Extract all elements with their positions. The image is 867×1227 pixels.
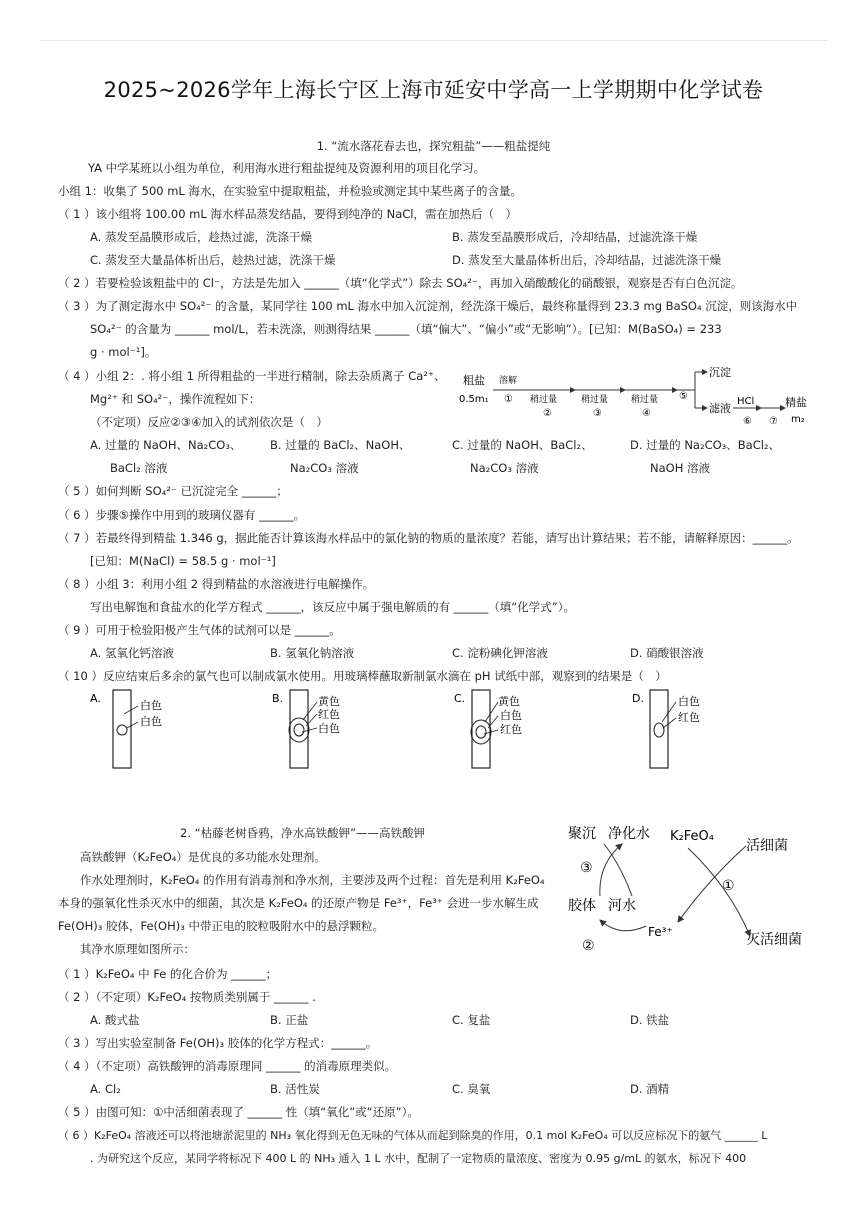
cycle-k2feo4: K₂FeO₄ bbox=[670, 829, 714, 844]
ph-option-b[interactable] bbox=[270, 688, 460, 770]
question-1-4-cont: Mg²⁺ 和 SO₄²⁻，操作流程如下： bbox=[90, 392, 261, 406]
flow-product: 精盐 bbox=[785, 396, 807, 409]
ph-label: 红色 bbox=[500, 723, 522, 736]
page-title: 2025~2026学年上海长宁区上海市延安中学高一上学期期中化学试卷 bbox=[103, 78, 764, 102]
flow-step-1-label: 溶解 bbox=[499, 376, 518, 386]
question-1-4-prompt: （不定项）反应②③④加入的试剂依次是（ ） bbox=[90, 415, 328, 429]
ph-label: 白色 bbox=[140, 715, 162, 728]
cycle-step-2: ② bbox=[582, 938, 595, 954]
ph-option-letter: B. bbox=[272, 692, 284, 705]
flow-precipitate: 沉淀 bbox=[709, 366, 731, 379]
water-purification-diagram bbox=[560, 818, 822, 958]
ph-label: 白色 bbox=[318, 722, 340, 735]
flow-step-1-number: ① bbox=[504, 394, 513, 405]
question-1-5: （ 5 ）如何判断 SO₄²⁻ 已沉淀完全 ______； bbox=[58, 484, 288, 498]
question-1-9: （ 9 ）可用于检验阳极产生气体的试剂可以是 ______。 bbox=[58, 623, 341, 637]
option-4a[interactable]: A. 过量的 NaOH、Na₂CO₃、 bbox=[90, 438, 242, 452]
cycle-fe3: Fe³⁺ bbox=[648, 925, 673, 939]
ph-label: 白色 bbox=[678, 695, 700, 708]
ph-label: 白色 bbox=[500, 709, 522, 722]
ph-label: 红色 bbox=[678, 711, 700, 724]
question-2-6-cont: . 为研究这个反应，某同学将标况下 400 L 的 NH₃ 通入 1 L 水中，配制了一定物质的量浓度、密度为 0.95 g/mL 的氨水，标况下 400 bbox=[90, 1152, 747, 1165]
ph-label: 黄色 bbox=[498, 695, 520, 708]
question-2-3: （ 3 ）写出实验室制备 Fe(OH)₃ 胶体的化学方程式：______。 bbox=[58, 1036, 378, 1050]
question-2-4: （ 4 ）（不定项）高铁酸钾的消毒原理同 ______ 的消毒原理类似。 bbox=[58, 1059, 397, 1073]
question-1-8: （ 8 ）小组 3：利用小组 2 得到精盐的水溶液进行电解操作。 bbox=[58, 577, 375, 591]
group-1-text: 小组 1：收集了 500 mL 海水，在实验室中提取粗盐，并检验或测定其中某些离子的含量。 bbox=[58, 184, 522, 198]
flow-step-5-number: ⑤ bbox=[679, 391, 688, 402]
option-d[interactable]: D. 蒸发至大量晶体析出后，冷却结晶，过滤洗涤干燥 bbox=[452, 253, 722, 267]
question-1-7-cont: [已知：M(NaCl) = 58.5 g · mol⁻¹] bbox=[90, 554, 276, 568]
option-4d[interactable]: D. 过量的 Na₂CO₃、BaCl₂、 bbox=[630, 438, 781, 452]
section-2-para-2: 本身的强氧化性杀灭水中的细菌，其次是 K₂FeO₄ 的还原产物是 Fe³⁺，Fe³⁺ 会进一步水解生成 bbox=[58, 896, 539, 910]
purification-flowchart bbox=[455, 362, 815, 430]
option-4-c[interactable]: C. 臭氧 bbox=[452, 1082, 491, 1096]
option-2d[interactable]: D. 铁盐 bbox=[630, 1013, 670, 1027]
section-2-para-1: 作水处理剂时，K₂FeO₄ 的作用有消毒剂和净水剂，主要涉及两个过程：首先是利用 K₂FeO₄ bbox=[80, 873, 545, 887]
top-divider bbox=[40, 40, 827, 41]
flow-start-mass: 0.5m₁ bbox=[459, 394, 489, 405]
flow-step-3-label: 稍过量 bbox=[581, 395, 609, 405]
cycle-dead-bacteria: 灭活细菌 bbox=[746, 932, 802, 948]
option-4b[interactable]: B. 过量的 BaCl₂、NaOH、 bbox=[270, 438, 411, 452]
flow-step-7-number: ⑦ bbox=[769, 416, 778, 427]
ph-label: 白色 bbox=[140, 699, 162, 712]
cycle-step-3: ③ bbox=[580, 860, 593, 876]
option-4d-cont: NaOH 溶液 bbox=[650, 461, 711, 475]
question-1-4: （ 4 ）小组 2：. 将小组 1 所得粗盐的一半进行精制，除去杂质离子 Ca²⁺、 bbox=[58, 369, 446, 383]
cycle-river-water: 河水 bbox=[608, 898, 636, 914]
flow-step-3-number: ③ bbox=[593, 408, 602, 419]
ph-option-letter: A. bbox=[90, 692, 101, 705]
section-1-heading: 1. “流水落花春去也，探究粗盐”——粗盐提纯 bbox=[316, 139, 551, 153]
flow-product-mass: m₂ bbox=[791, 414, 805, 425]
option-4c[interactable]: C. 过量的 NaOH、BaCl₂、 bbox=[452, 438, 593, 452]
flow-step-6-label: HCl bbox=[737, 396, 755, 407]
ph-label: 红色 bbox=[318, 708, 340, 721]
question-1-3-cont2: g · mol⁻¹]。 bbox=[90, 345, 157, 359]
cycle-live-bacteria: 活细菌 bbox=[746, 838, 788, 854]
section-2-intro: 高铁酸钾（K₂FeO₄）是优良的多功能水处理剂。 bbox=[80, 850, 326, 864]
option-4b-cont: Na₂CO₃ 溶液 bbox=[290, 461, 359, 475]
option-9b[interactable]: B. 氢氧化钠溶液 bbox=[270, 646, 355, 660]
cycle-step-1: ① bbox=[722, 878, 735, 894]
option-2c[interactable]: C. 复盐 bbox=[452, 1013, 491, 1027]
flow-step-2-number: ② bbox=[543, 408, 552, 419]
section-2-para-4: 其净水原理如图所示： bbox=[80, 942, 195, 956]
flow-start-label: 粗盐 bbox=[463, 374, 485, 387]
flow-step-6-number: ⑥ bbox=[743, 416, 752, 427]
flow-step-2-label: 稍过量 bbox=[530, 395, 558, 405]
cycle-colloid: 胶体 bbox=[568, 898, 596, 914]
option-b[interactable]: B. 蒸发至晶膜形成后，冷却结晶，过滤洗涤干燥 bbox=[452, 230, 698, 244]
question-1-2: （ 2 ）若要检验该粗盐中的 Cl⁻，方法是先加入 ______（填“化学式”）除去 SO₄²⁻，再加入硝酸酸化的硝酸银，观察是否有白色沉淀。 bbox=[58, 276, 743, 290]
question-2-6: （ 6 ）K₂FeO₄ 溶液还可以将池塘淤泥里的 NH₃ 氧化得到无色无味的气体从而起到除臭的作用，0.1 mol K₂FeO₄ 可以反应标况下的氨气 ______ L bbox=[58, 1129, 768, 1142]
option-2a[interactable]: A. 酸式盐 bbox=[90, 1013, 140, 1027]
option-4-a[interactable]: A. Cl₂ bbox=[90, 1082, 121, 1096]
section-2-heading: 2. “枯藤老树昏鸦，净水高铁酸钾”——高铁酸钾 bbox=[180, 826, 426, 840]
question-1-6: （ 6 ）步骤⑤操作中用到的玻璃仪器有 ______。 bbox=[58, 508, 306, 522]
option-9a[interactable]: A. 氢氧化钙溶液 bbox=[90, 646, 174, 660]
ph-option-c[interactable] bbox=[452, 688, 642, 770]
cycle-coagulation: 聚沉 bbox=[568, 826, 596, 842]
option-a[interactable]: A. 蒸发至晶膜形成后，趁热过滤，洗涤干燥 bbox=[90, 230, 312, 244]
question-1-10: （ 10 ）反应结束后多余的氯气也可以制成氯水使用。用玻璃棒蘸取新制氯水滴在 pH 试纸中部，观察到的结果是（ ） bbox=[58, 669, 667, 683]
flow-step-4-label: 稍过量 bbox=[631, 395, 659, 405]
question-1-7: （ 7 ）若最终得到精盐 1.346 g，据此能否计算该海水样品中的氯化钠的物质的量浓度？若能，请写出计算结果；若不能，请解释原因：______。 bbox=[58, 531, 799, 545]
option-9c[interactable]: C. 淀粉碘化钾溶液 bbox=[452, 646, 548, 660]
option-4-d[interactable]: D. 酒精 bbox=[630, 1082, 670, 1096]
question-2-5: （ 5 ）由图可知：①中活细菌表现了 ______ 性（填“氧化”或“还原”）。 bbox=[58, 1105, 419, 1119]
question-1-8-cont: 写出电解饱和食盐水的化学方程式 ______，该反应中属于强电解质的有 ______（填“化学式”）。 bbox=[90, 600, 575, 614]
question-1-3: （ 3 ）为了测定海水中 SO₄²⁻ 的含量，某同学往 100 mL 海水中加入沉淀剂，经洗涤干燥后，最终称量得到 23.3 mg BaSO₄ 沉淀，则该海水中 bbox=[58, 299, 798, 313]
option-4c-cont: Na₂CO₃ 溶液 bbox=[470, 461, 539, 475]
flow-filtrate: 滤液 bbox=[709, 402, 731, 415]
question-1-1: （ 1 ）该小组将 100.00 mL 海水样品蒸发结晶，要得到纯净的 NaCl，需在加热后（ ） bbox=[58, 207, 517, 221]
option-2b[interactable]: B. 正盐 bbox=[270, 1013, 309, 1027]
question-1-3-cont: SO₄²⁻ 的含量为 ______ mol/L，若未洗涤，则测得结果 ______（填“偏大”、“偏小”或“无影响”）。[已知：M(BaSO₄) = 233 bbox=[90, 322, 722, 336]
ph-option-d[interactable] bbox=[630, 688, 820, 770]
question-2-2: （ 2 ）（不定项）K₂FeO₄ 按物质类别属于 ______ . bbox=[58, 990, 316, 1004]
option-c[interactable]: C. 蒸发至大量晶体析出后，趁热过滤，洗涤干燥 bbox=[90, 253, 336, 267]
cycle-purified-water: 净化水 bbox=[608, 826, 650, 842]
question-2-1: （ 1 ）K₂FeO₄ 中 Fe 的化合价为 ______； bbox=[58, 967, 278, 981]
intro-text: YA 中学某班以小组为单位，利用海水进行粗盐提纯及资源利用的项目化学习。 bbox=[88, 161, 486, 175]
flow-step-4-number: ④ bbox=[642, 408, 651, 419]
option-4-b[interactable]: B. 活性炭 bbox=[270, 1082, 320, 1096]
ph-option-letter: C. bbox=[454, 692, 466, 705]
section-2-para-3: Fe(OH)₃ 胶体，Fe(OH)₃ 中带正电的胶粒吸附水中的悬浮颗粒。 bbox=[58, 919, 384, 933]
option-4a-cont: BaCl₂ 溶液 bbox=[110, 461, 168, 475]
ph-option-a[interactable] bbox=[88, 688, 278, 770]
ph-label: 黄色 bbox=[318, 695, 340, 708]
ph-option-letter: D. bbox=[632, 692, 644, 705]
option-9d[interactable]: D. 硝酸银溶液 bbox=[630, 646, 704, 660]
